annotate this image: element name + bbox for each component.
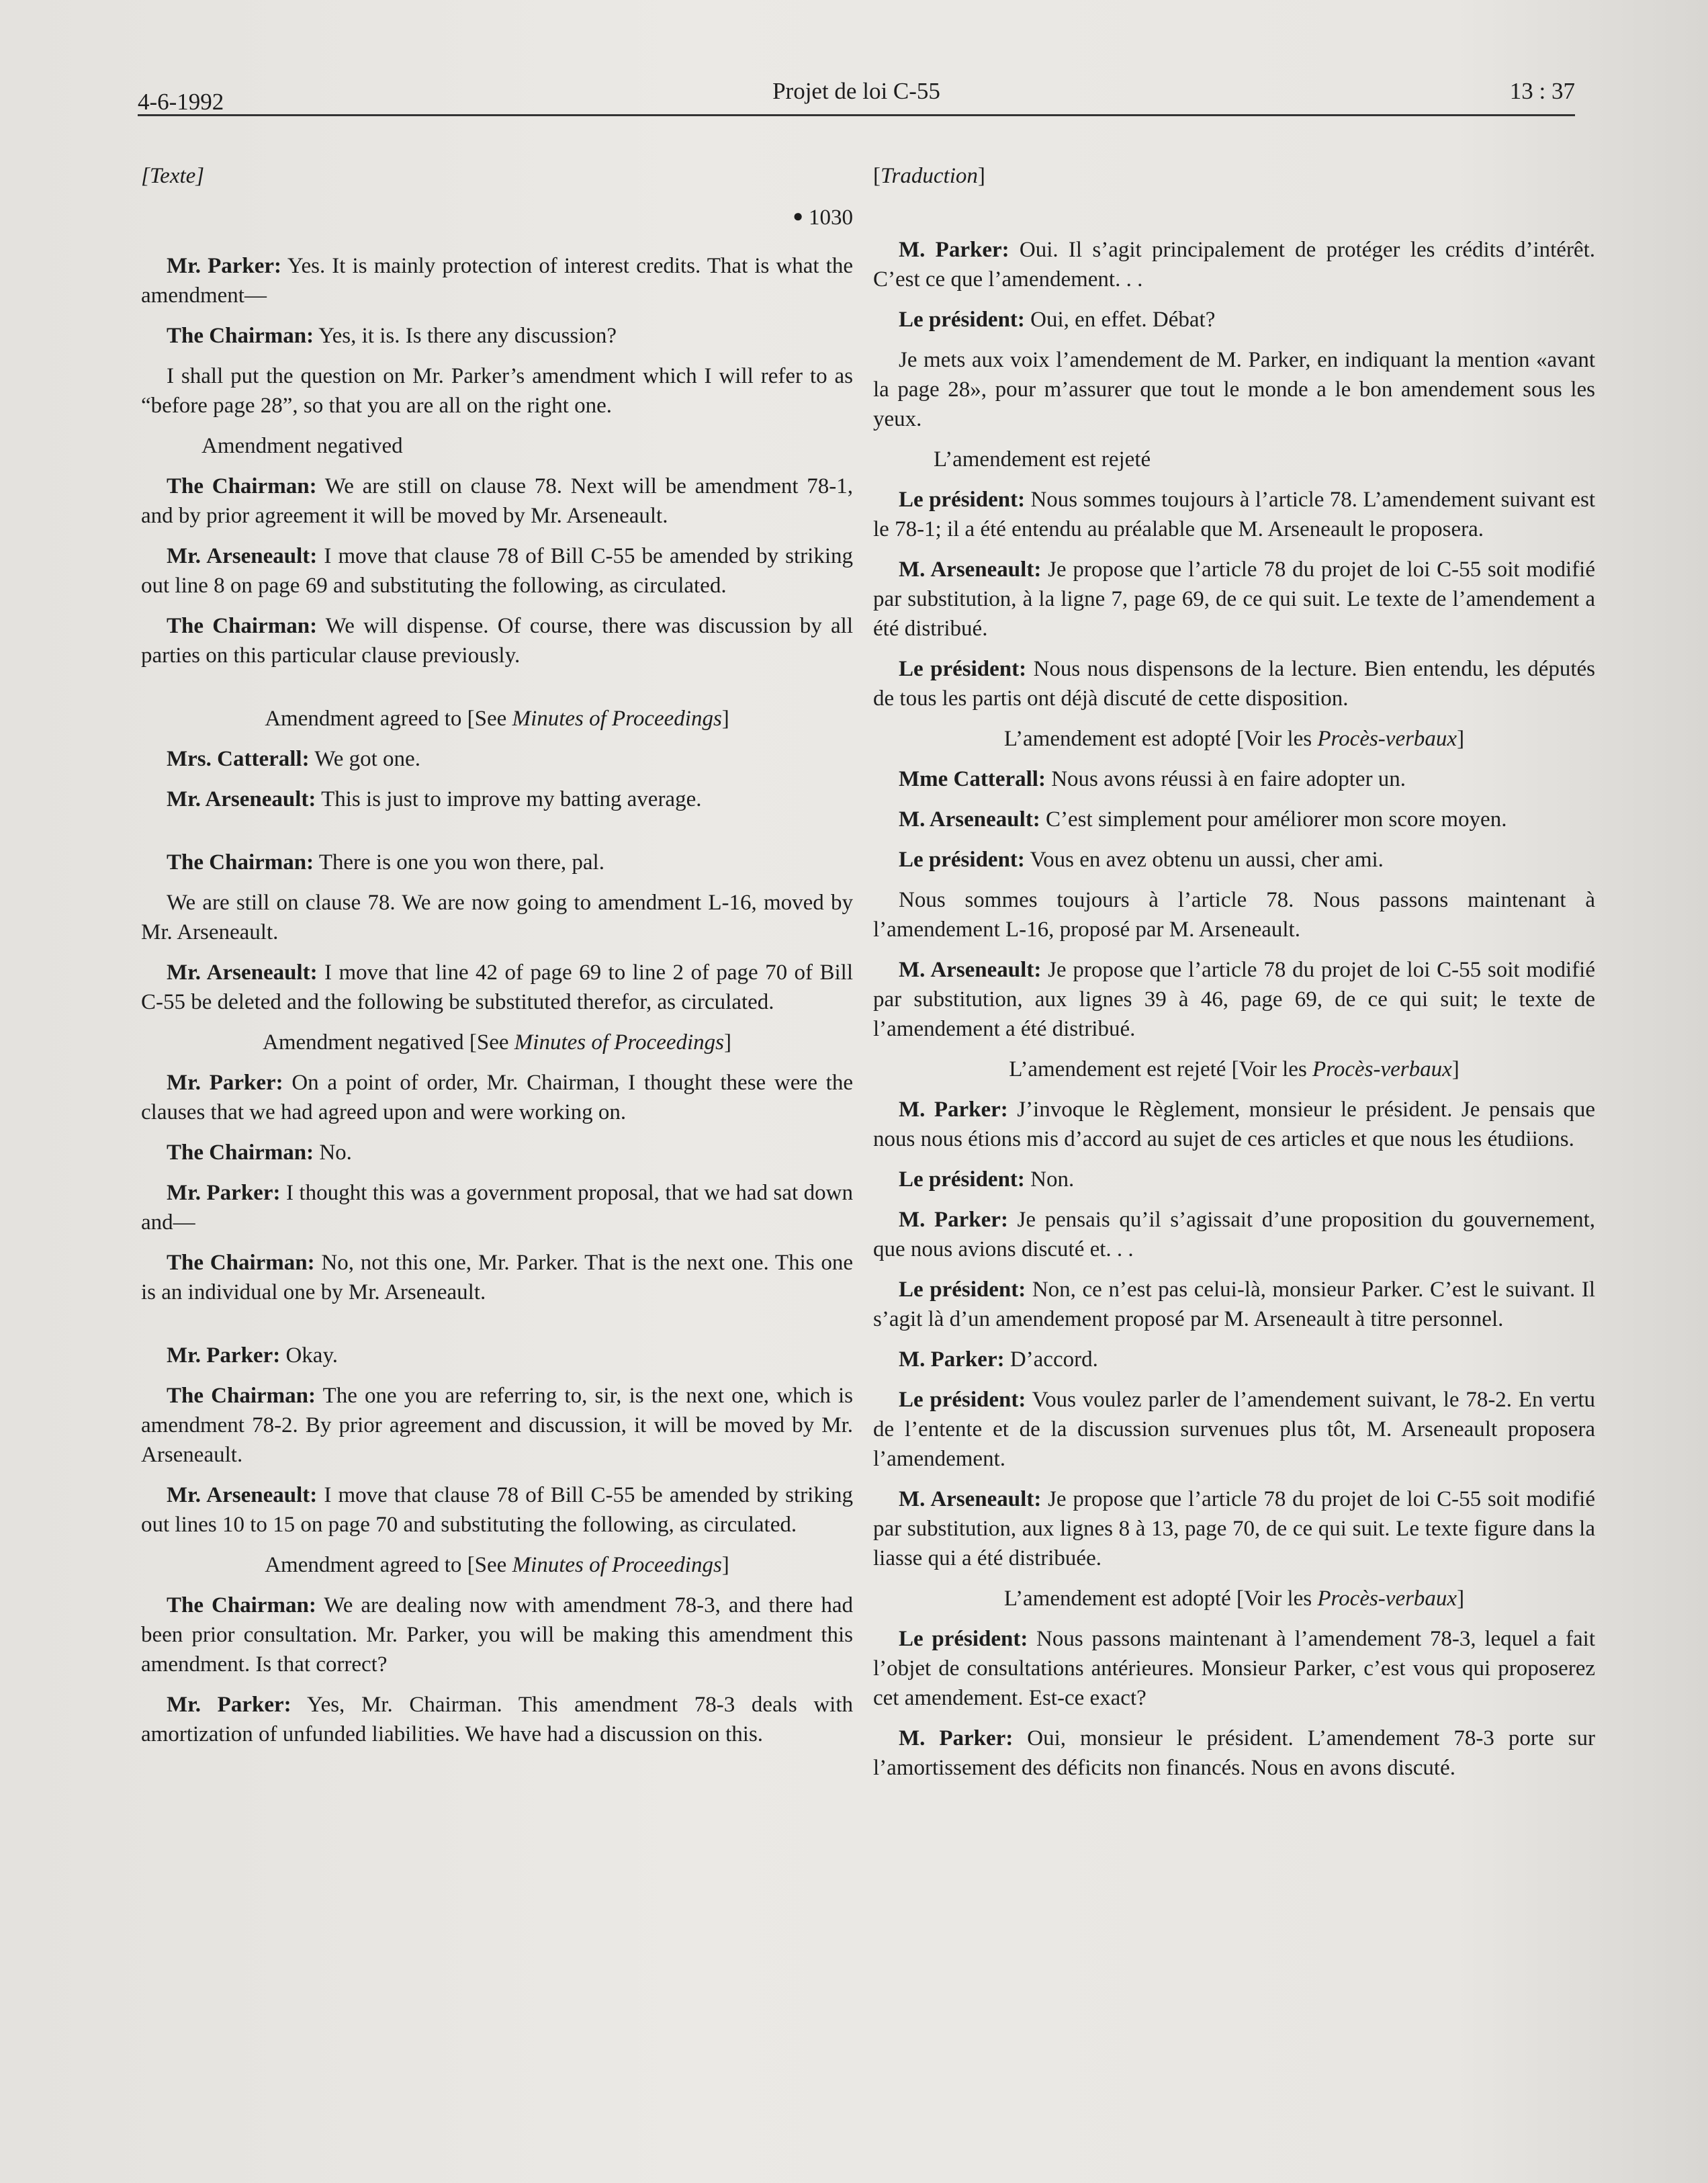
speaker: The Chairman: bbox=[167, 1141, 314, 1165]
speaker: M. Parker: bbox=[899, 238, 1009, 262]
speech-text: Nous avons réussi à en faire adopter un. bbox=[1045, 767, 1406, 791]
speech-paragraph bbox=[873, 1624, 1595, 1713]
section-label: [Traduction] bbox=[873, 164, 985, 188]
speech-text: Je propose que l’article 78 du projet de loi C-55 soit modifié par substitution, à la ligne 7, page 69, de ce qui suit. Le texte de l’amendement a été distribué. bbox=[873, 558, 1595, 641]
minutes-reference: Procès-verbaux bbox=[1312, 1057, 1452, 1081]
speech-text: I move that line 42 of page 69 to line 2 of page 70 of Bill C-55 be deleted and the following be substituted therefor, as circulated. bbox=[141, 961, 853, 1014]
speech-paragraph bbox=[873, 305, 1595, 335]
speech-paragraph bbox=[141, 1138, 853, 1167]
speaker: The Chairman: bbox=[167, 1384, 316, 1408]
minutes-reference: Minutes of Proceedings bbox=[512, 1553, 722, 1577]
speaker: Le président: bbox=[899, 1627, 1028, 1651]
speech-paragraph bbox=[873, 555, 1595, 643]
speech-paragraph bbox=[873, 845, 1595, 875]
speaker: The Chairman: bbox=[167, 324, 314, 348]
speaker: M. Arseneault: bbox=[899, 807, 1040, 832]
speech-text: Yes, Mr. Chairman. This amendment 78-3 deals with amortization of unfunded liabilities. We have had a discussion on this. bbox=[141, 1693, 853, 1746]
speech-text: Non, ce n’est pas celui-là, monsieur Parker. C’est le suivant. Il s’agit là d’un amendement proposé par M. Arseneault à titre personnel. bbox=[873, 1278, 1595, 1331]
speech-paragraph bbox=[141, 251, 853, 310]
motion-result: Amendment negatived bbox=[201, 434, 403, 458]
speech-paragraph bbox=[141, 1381, 853, 1470]
speech-text: I thought this was a government proposal, that we had sat down and— bbox=[141, 1181, 853, 1235]
motion-result: Amendment negatived [See Minutes of Proceedings] bbox=[262, 1030, 731, 1055]
speech-paragraph bbox=[873, 805, 1595, 834]
speaker: The Chairman: bbox=[167, 614, 318, 638]
time-marker bbox=[141, 202, 853, 232]
speaker: M. Parker: bbox=[899, 1726, 1014, 1750]
speech-paragraph bbox=[873, 1484, 1595, 1573]
speaker: Mr. Parker: bbox=[167, 1071, 283, 1095]
speaker: Le président: bbox=[899, 657, 1027, 681]
minutes-reference: Minutes of Proceedings bbox=[512, 707, 722, 731]
speech-text: Je propose que l’article 78 du projet de loi C-55 soit modifié par substitution, aux lignes 39 à 46, page 69, de ce qui suit; le texte de l’amendement a été distribué. bbox=[873, 958, 1595, 1041]
speaker: Le président: bbox=[899, 488, 1026, 512]
speaker: M. Arseneault: bbox=[899, 558, 1042, 582]
bullet-icon: ● bbox=[793, 206, 803, 226]
speech-paragraph bbox=[873, 1275, 1595, 1334]
minutes-reference: Procès-verbaux bbox=[1317, 727, 1457, 751]
minutes-reference: Minutes of Proceedings bbox=[514, 1030, 724, 1055]
speaker: M. Arseneault: bbox=[899, 1487, 1042, 1511]
speaker: The Chairman: bbox=[167, 850, 314, 875]
speech-paragraph bbox=[141, 1248, 853, 1307]
speaker: Le président: bbox=[899, 1167, 1025, 1192]
speaker: Mme Catterall: bbox=[899, 767, 1046, 791]
speech-text: We got one. bbox=[309, 747, 420, 771]
speech-text: Oui, en effet. Débat? bbox=[1024, 308, 1216, 332]
speech-paragraph bbox=[873, 955, 1595, 1044]
speaker: Le président: bbox=[899, 308, 1025, 332]
speech-paragraph bbox=[141, 958, 853, 1017]
speech-paragraph bbox=[141, 1178, 853, 1237]
speaker: Mr. Arseneault: bbox=[167, 787, 316, 811]
speaker: The Chairman: bbox=[167, 1593, 316, 1617]
speech-text: Vous voulez parler de l’amendement suivant, le 78-2. En vertu de l’entente et de la discussion survenues plus tôt, M. Arseneault proposera l’amendement. bbox=[873, 1388, 1595, 1471]
speech-paragraph bbox=[873, 485, 1595, 544]
speaker: M. Arseneault: bbox=[899, 958, 1042, 982]
motion-result: L’amendement est adopté [Voir les Procès-verbaux] bbox=[1003, 727, 1465, 751]
speech-paragraph bbox=[873, 654, 1595, 713]
speech-text: We will dispense. Of course, there was discussion by all parties on this particular clause previously. bbox=[141, 614, 853, 668]
speaker: Le président: bbox=[899, 1388, 1026, 1412]
speech-paragraph: Je mets aux voix l’amendement de M. Parker, en indiquant la mention «avant la page 28», pour m’assurer que tout le monde a le bon amendement sous les yeux. bbox=[873, 348, 1595, 431]
speech-text: Okay. bbox=[280, 1343, 339, 1368]
speech-text: I move that clause 78 of Bill C-55 be amended by striking out lines 10 to 15 on page 70 and substituting the following, as circulated. bbox=[141, 1483, 853, 1537]
section-label: [Texte] bbox=[141, 164, 205, 188]
motion-result: Amendment agreed to [See Minutes of Proceedings] bbox=[265, 707, 729, 731]
speech-text: We are dealing now with amendment 78-3, and there had been prior consultation. Mr. Parker, you will be making this amendment this amendment. Is that correct? bbox=[141, 1593, 854, 1677]
speech-text: On a point of order, Mr. Chairman, I thought these were the clauses that we had agreed upon and were working on. bbox=[141, 1071, 853, 1124]
speaker: Mr. Parker: bbox=[167, 1693, 291, 1717]
speech-text: Yes, it is. Is there any discussion? bbox=[314, 324, 617, 348]
speaker: M. Parker: bbox=[899, 1098, 1008, 1122]
speech-paragraph bbox=[873, 1205, 1595, 1264]
french-column bbox=[873, 161, 1595, 1793]
time-text: 1030 bbox=[809, 206, 853, 230]
speech-paragraph bbox=[141, 321, 853, 351]
header-title: Projet de loi C-55 bbox=[772, 78, 940, 104]
speech-text: There is one you won there, pal. bbox=[314, 850, 604, 875]
speaker: Le président: bbox=[899, 1278, 1026, 1302]
speech-paragraph bbox=[873, 1165, 1595, 1194]
motion-result: L’amendement est rejeté [Voir les Procès-verbaux] bbox=[1009, 1057, 1459, 1081]
speech-paragraph bbox=[141, 785, 853, 814]
speech-paragraph bbox=[873, 1724, 1595, 1783]
speech-paragraph bbox=[141, 541, 853, 600]
english-column bbox=[141, 161, 853, 1760]
speech-text: Yes. It is mainly protection of interest credits. That is what the amendment— bbox=[141, 254, 853, 308]
speech-text: Oui, monsieur le président. L’amendement 78-3 porte sur l’amortissement des déficits non financés. Nous en avons discuté. bbox=[873, 1726, 1595, 1780]
minutes-reference: Procès-verbaux bbox=[1317, 1587, 1457, 1611]
speech-text: Nous nous dispensons de la lecture. Bien entendu, les députés de tous les partis ont déjà discuté de cette disposition. bbox=[873, 657, 1595, 711]
speech-text: I move that clause 78 of Bill C-55 be amended by striking out line 8 on page 69 and substituting the following, as circulated. bbox=[141, 544, 853, 598]
speaker: M. Parker: bbox=[899, 1208, 1008, 1232]
speech-paragraph bbox=[141, 472, 853, 531]
speech-paragraph bbox=[873, 764, 1595, 794]
speech-paragraph bbox=[141, 611, 853, 670]
speaker: Mrs. Catterall: bbox=[167, 747, 310, 771]
speech-text: Nous sommes toujours à l’article 78. L’amendement suivant est le 78-1; il a été entendu au préalable que M. Arseneault le proposera. bbox=[873, 488, 1595, 541]
speaker: Mr. Parker: bbox=[167, 254, 282, 278]
speech-paragraph bbox=[873, 235, 1595, 294]
speech-paragraph: Nous sommes toujours à l’article 78. Nous passons maintenant à l’amendement L-16, proposé par M. Arseneault. bbox=[873, 888, 1595, 942]
speaker: The Chairman: bbox=[167, 1251, 315, 1275]
speaker: Mr. Arseneault: bbox=[167, 961, 318, 985]
speech-text: Non. bbox=[1024, 1167, 1075, 1192]
speaker: Mr. Arseneault: bbox=[167, 544, 318, 568]
motion-result: Amendment agreed to [See Minutes of Proceedings] bbox=[265, 1553, 729, 1577]
speech-paragraph bbox=[873, 1345, 1595, 1374]
speech-text: Vous en avez obtenu un aussi, cher ami. bbox=[1024, 848, 1384, 872]
speech-text: C’est simplement pour améliorer mon score moyen. bbox=[1040, 807, 1507, 832]
speech-text: D’accord. bbox=[1004, 1347, 1098, 1372]
speech-text: J’invoque le Règlement, monsieur le président. Je pensais que nous nous étions mis d’accord au sujet de ces articles et que nous les étudiions. bbox=[873, 1098, 1596, 1151]
header-date: 4-6-1992 bbox=[138, 89, 224, 115]
motion-result: L’amendement est rejeté bbox=[934, 447, 1151, 472]
speech-paragraph bbox=[141, 848, 853, 877]
motion-result: L’amendement est adopté [Voir les Procès-verbaux] bbox=[1003, 1587, 1465, 1611]
speech-paragraph bbox=[141, 1591, 853, 1679]
speech-text: No, not this one, Mr. Parker. That is the next one. This one is an individual one by Mr. Arseneault. bbox=[141, 1251, 853, 1304]
speech-paragraph bbox=[141, 744, 853, 774]
speech-paragraph bbox=[873, 1385, 1595, 1474]
speaker: Mr. Parker: bbox=[167, 1343, 281, 1368]
speech-text: No. bbox=[314, 1141, 352, 1165]
speech-paragraph bbox=[141, 1690, 853, 1749]
speaker: Le président: bbox=[899, 848, 1025, 872]
header-page-number: 13 : 37 bbox=[1509, 78, 1575, 104]
speech-text: Je propose que l’article 78 du projet de loi C-55 soit modifié par substitution, aux lignes 8 à 13, page 70, de ce qui suit. Le texte figure dans la liasse qui a été distribuée. bbox=[873, 1487, 1595, 1570]
speech-paragraph bbox=[141, 1068, 853, 1127]
speech-text: The one you are referring to, sir, is the next one, which is amendment 78-2. By prior agreement and discussion, it will be moved by Mr. Arseneault. bbox=[141, 1384, 854, 1467]
speech-paragraph bbox=[141, 1480, 853, 1540]
speech-text: Oui. Il s’agit principalement de protéger les crédits d’intérêt. C’est ce que l’amendement. . . bbox=[873, 238, 1595, 292]
speech-paragraph bbox=[873, 1095, 1595, 1154]
speech-text: Nous passons maintenant à l’amendement 78-3, lequel a fait l’objet de consultations antérieures. Monsieur Parker, c’est vous qui proposerez cet amendement. Est-ce exact? bbox=[873, 1627, 1595, 1710]
speaker: Mr. Arseneault: bbox=[167, 1483, 318, 1507]
speech-text: We are still on clause 78. Next will be amendment 78-1, and by prior agreement it will be moved by Mr. Arseneault. bbox=[141, 474, 854, 528]
running-header bbox=[138, 75, 1575, 116]
speech-paragraph: We are still on clause 78. We are now going to amendment L-16, moved by Mr. Arseneault. bbox=[141, 891, 853, 944]
speaker: Mr. Parker: bbox=[167, 1181, 281, 1205]
speaker: The Chairman: bbox=[167, 474, 317, 498]
speaker: M. Parker: bbox=[899, 1347, 1005, 1372]
speech-text: Je pensais qu’il s’agissait d’une proposition du gouvernement, que nous avions discuté et. . . bbox=[873, 1208, 1595, 1261]
speech-paragraph bbox=[141, 1341, 853, 1370]
speech-paragraph: I shall put the question on Mr. Parker’s amendment which I will refer to as “before page 28”, so that you are all on the right one. bbox=[141, 364, 853, 418]
speech-text: This is just to improve my batting average. bbox=[316, 787, 702, 811]
